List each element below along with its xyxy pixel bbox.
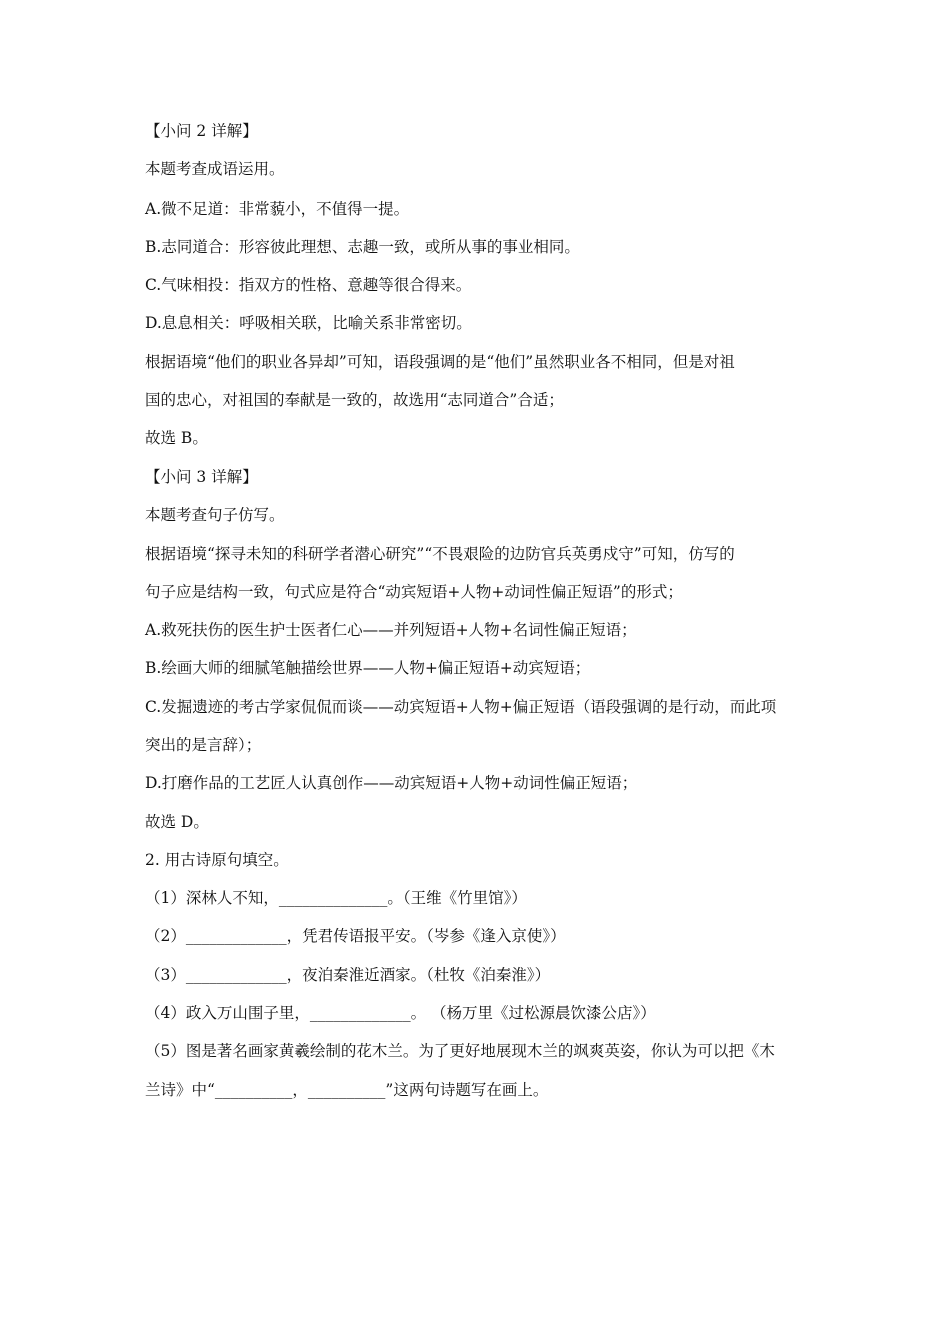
option-d-explanation: D.息息相关：呼吸相关联，比喻关系非常密切。 [145,314,472,332]
fill-blank-5-line-2: 兰诗》中“__________，__________”这两句诗题写在画上。 [145,1081,549,1099]
option3-b: B.绘画大师的细腻笔触描绘世界——人物+偏正短语+动宾短语； [145,659,591,677]
analysis-line-2: 国的忠心，对祖国的奉献是一致的，故选用“志同道合”合适； [145,391,564,409]
answer-b: 故选 B。 [145,429,208,447]
fill-blank-2: （2）_____________，凭君传语报平安。（岑参《逢入京使》） [145,927,566,945]
option3-c-line-1: C.发掘遗迹的考古学家侃侃而谈——动宾短语+人物+偏正短语（语段强调的是行动，而此项 [145,698,777,716]
option3-c-line-2: 突出的是言辞）； [145,736,262,754]
fill-blank-3: （3）_____________，夜泊秦淮近酒家。（杜牧《泊秦淮》） [145,966,551,984]
fill-blank-1: （1）深林人不知，______________。（王维《竹里馆》） [145,889,527,907]
analysis-line-1: 根据语境“他们的职业各异却”可知，语段强调的是“他们”虽然职业各不相同，但是对祖 [145,353,735,371]
fill-blank-4: （4）政入万山围子里，_____________。 （杨万里《过松源晨饮漆公店》） [145,1004,656,1022]
paragraph-topic-sentence: 本题考查句子仿写。 [145,506,285,524]
option-a-explanation: A.微不足道：非常藐小，不值得一提。 [145,200,410,218]
question-2-title: 2. 用古诗原句填空。 [145,851,289,869]
option-b-explanation: B.志同道合：形容彼此理想、志趣一致，或所从事的事业相同。 [145,238,580,256]
option3-d: D.打磨作品的工艺匠人认真创作——动宾短语+人物+动词性偏正短语； [145,774,638,792]
paragraph-topic-idiom: 本题考查成语运用。 [145,160,285,178]
heading-subquestion-2: 【小问 2 详解】 [145,122,258,140]
fill-blank-5-line-1: （5）图是著名画家黄羲绘制的花木兰。为了更好地展现木兰的飒爽英姿，你认为可以把《木 [145,1042,775,1060]
option3-a: A.救死扶伤的医生护士医者仁心——并列短语+人物+名词性偏正短语； [145,621,637,639]
heading-subquestion-3: 【小问 3 详解】 [145,468,258,486]
answer-d: 故选 D。 [145,813,209,831]
option-c-explanation: C.气味相投：指双方的性格、意趣等很合得来。 [145,276,472,294]
analysis3-line-2: 句子应是结构一致，句式应是符合“动宾短语+人物+动词性偏正短语”的形式； [145,583,683,601]
analysis3-line-1: 根据语境“探寻未知的科研学者潜心研究”“不畏艰险的边防官兵英勇戍守”可知，仿写的 [145,545,735,563]
